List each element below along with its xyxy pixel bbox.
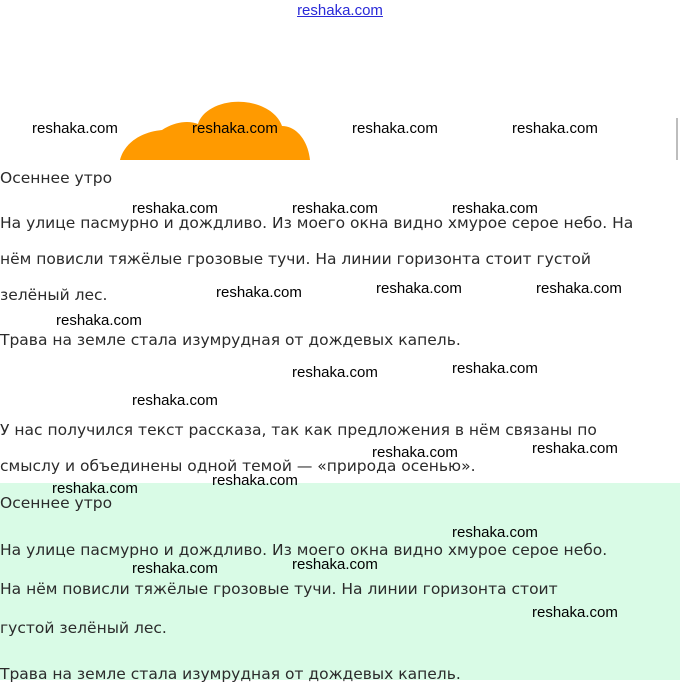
watermark: reshaka.com <box>292 556 378 573</box>
watermark: reshaka.com <box>292 200 378 217</box>
watermark: reshaka.com <box>132 560 218 577</box>
conclusion-line: смыслу и объединены одной темой — «природа осенью». <box>0 457 476 475</box>
conclusion-line: У нас получился текст рассказа, так как предложения в нём связаны по <box>0 421 597 439</box>
answer-line: На улице пасмурно и дождливо. Из моего окна видно хмурое серое небо. <box>0 541 608 559</box>
watermark: reshaka.com <box>132 392 218 409</box>
watermark: reshaka.com <box>132 200 218 217</box>
watermark: reshaka.com <box>352 120 438 137</box>
answer-line: На нём повисли тяжёлые грозовые тучи. На линии горизонта стоит <box>0 580 558 598</box>
watermark: reshaka.com <box>532 604 618 621</box>
watermark: reshaka.com <box>452 360 538 377</box>
task-line: нём повисли тяжёлые грозовые тучи. На линии горизонта стоит густой <box>0 250 591 268</box>
watermark: reshaka.com <box>512 120 598 137</box>
watermark: reshaka.com <box>452 200 538 217</box>
watermark: reshaka.com <box>376 280 462 297</box>
watermark: reshaka.com <box>292 364 378 381</box>
task-title: Осеннее утро <box>0 169 113 187</box>
answer-line: Трава на земле стала изумрудная от дождевых капель. <box>0 665 461 683</box>
scrollbar[interactable] <box>676 118 678 160</box>
watermark: reshaka.com <box>536 280 622 297</box>
watermark: reshaka.com <box>216 284 302 301</box>
answer-title: Осеннее утро <box>0 494 113 512</box>
watermark: reshaka.com <box>192 120 278 137</box>
watermark: reshaka.com <box>32 120 118 137</box>
task-line: зелёный лес. <box>0 286 108 304</box>
answer-line: густой зелёный лес. <box>0 619 167 637</box>
task-line: На улице пасмурно и дождливо. Из моего окна видно хмурое серое небо. На <box>0 214 634 232</box>
task-line: Трава на земле стала изумрудная от дождевых капель. <box>0 331 461 349</box>
watermark: reshaka.com <box>372 444 458 461</box>
site-link[interactable]: reshaka.com <box>297 2 383 19</box>
watermark: reshaka.com <box>212 472 298 489</box>
watermark: reshaka.com <box>532 440 618 457</box>
watermark: reshaka.com <box>56 312 142 329</box>
watermark: reshaka.com <box>452 524 538 541</box>
watermark: reshaka.com <box>52 480 138 497</box>
